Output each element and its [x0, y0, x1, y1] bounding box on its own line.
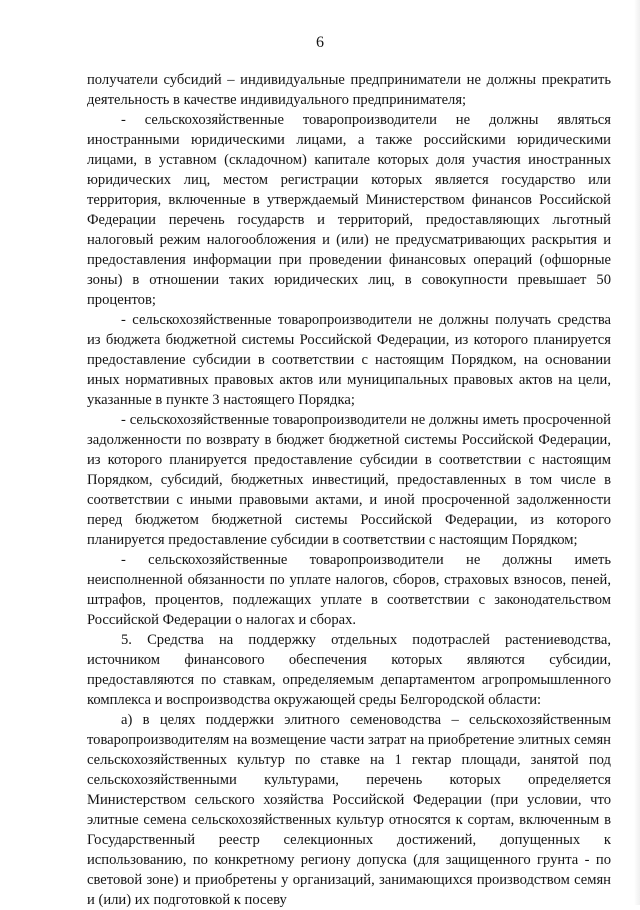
paragraph-overdue-debt: - сельскохозяйственные товаропроизводители не должны иметь просроченной задолженности по возврату в бюджет бюджетной системы Российской Федерации, из которого планируется предоставление субсидии в соответствии с настоящим Порядком, субсидий, бюджетных инвестиций, предоставленных в том числе в соответствии с иными правовыми актами, и иной просроченной задолженности перед бюджетом бюджетной системы Российской Федерации, из которого планируется предоставление субсидии в соответствии с настоящим Порядком;: [87, 412, 611, 548]
paragraph-elite-seeds: а) в целях поддержки элитного семеноводства – сельскохозяйственным товаропроизводителям на возмещение части затрат на приобретение элитных семян сельскохозяйственных культур по ставке на 1 гектар площади, занятой под сельскохозяйственными культурами, перечень которых определяется Министерством сельского хозяйства Российской Федерации (при условии, что элитные семена сельскохозяйственных культур относятся к сортам, включенным в Государственный реестр селекционных достижений, допущенных к использованию, по конкретному региону допуска (для защищенного грунта - по световой зоне) и приобретены у организаций, занимающихся производством семян и (или) их подготовкой к посеву: [87, 712, 611, 908]
scan-edge: [634, 0, 640, 905]
paragraph-continuation: получатели субсидий – индивидуальные предприниматели не должны прекратить деятельность в качестве индивидуального предпринимателя;: [87, 72, 611, 108]
paragraph-budget-funds: - сельскохозяйственные товаропроизводители не должны получать средства из бюджета бюджетной системы Российской Федерации, из которого планируется предоставление субсидии в соответствии с настоящим Порядком, на основании иных нормативных правовых актов или муниципальных правовых актов на цели, указанные в пункте 3 настоящего Порядка;: [87, 312, 611, 408]
paragraph-tax-obligations: - сельскохозяйственные товаропроизводители не должны иметь неисполненной обязанности по уплате налогов, сборов, страховых взносов, пеней, штрафов, процентов, подлежащих уплате в соответствии с законодательством Российской Федерации о налогах и сборах.: [87, 552, 611, 628]
page-number: 6: [316, 34, 324, 51]
document-body: [87, 70, 611, 910]
paragraph-section-5: 5. Средства на поддержку отдельных подотраслей растениеводства, источником финансового обеспечения которых являются субсидии, предоставляются по ставкам, определяемым департаментом агропромышленного комплекса и воспроизводства окружающей среды Белгородской области:: [87, 632, 611, 708]
paragraph-foreign-entities: - сельскохозяйственные товаропроизводители не должны являться иностранными юридическими лицами, а также российскими юридическими лицами, в уставном (складочном) капитале которых доля участия иностранных юридических лиц, местом регистрации которых является государство или территория, включенные в утверждаемый Министерством финансов Российской Федерации перечень государств и территорий, предоставляющих льготный налоговый режим налогообложения и (или) не предусматривающих раскрытия и предоставления информации при проведении финансовых операций (офшорные зоны) в отношении таких юридических лиц, в совокупности превышает 50 процентов;: [87, 112, 611, 308]
